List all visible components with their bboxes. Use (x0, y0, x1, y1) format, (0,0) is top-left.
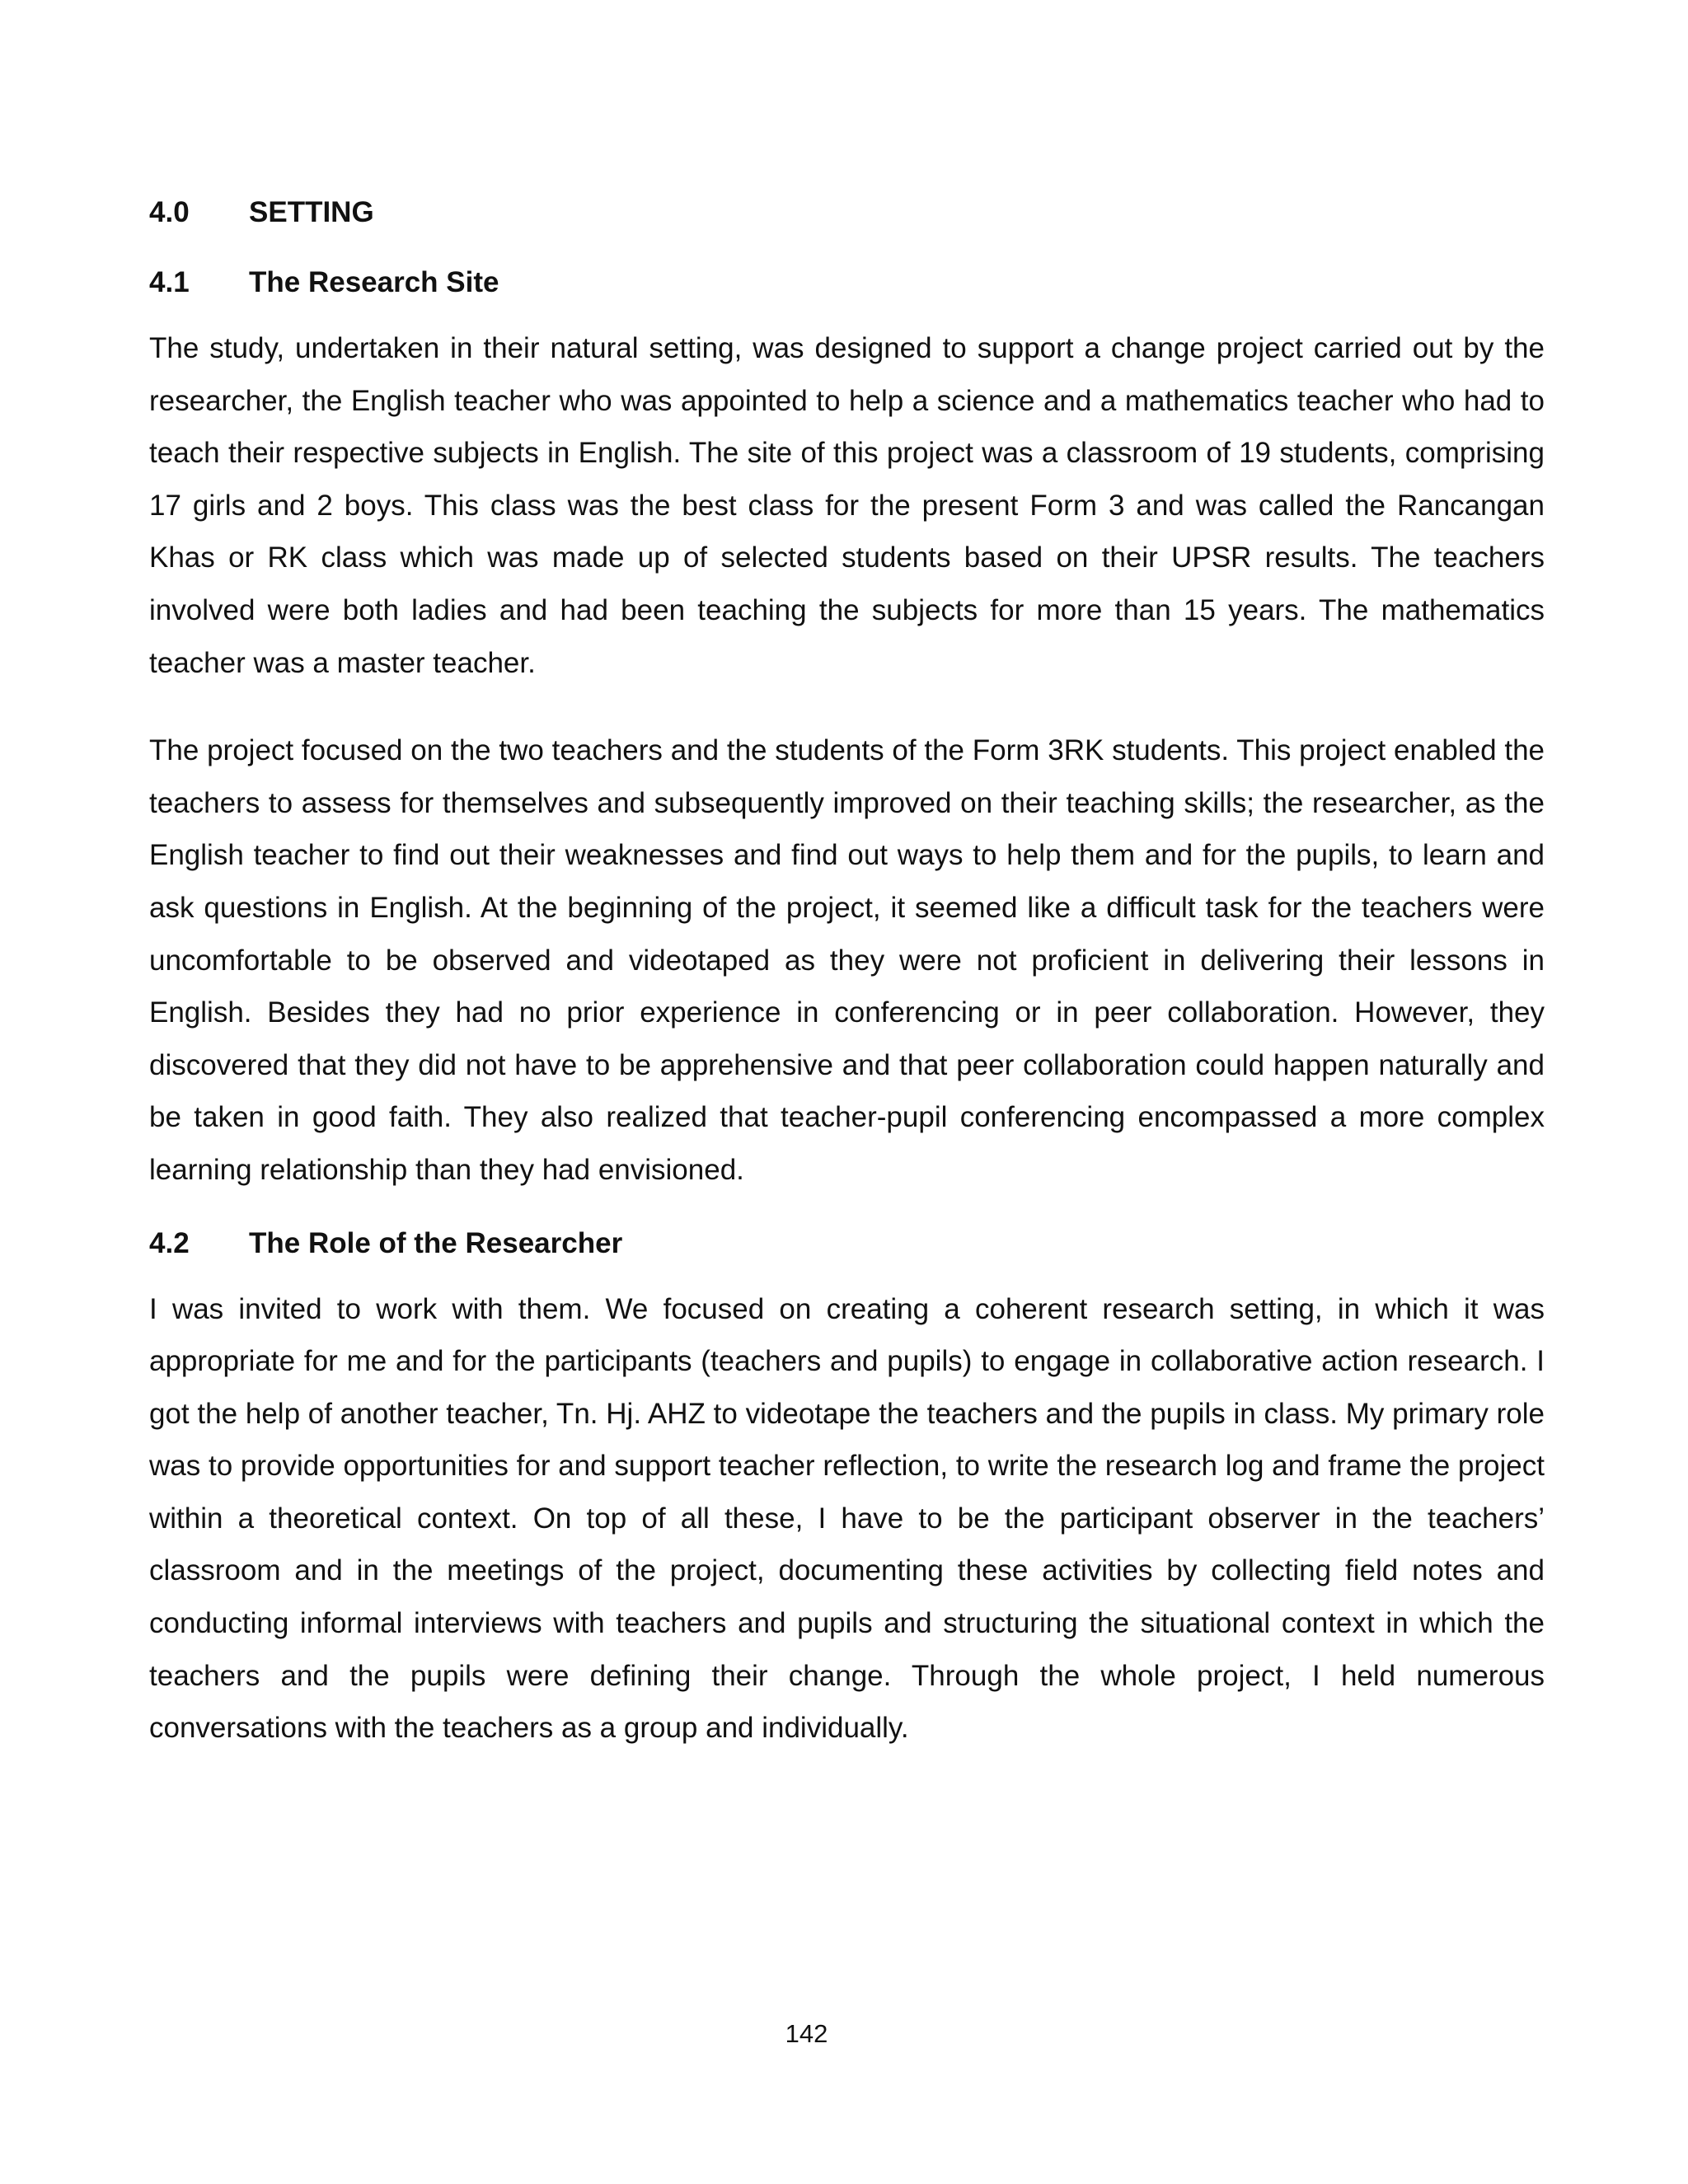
paragraph-research-site-1: The study, undertaken in their natural setting, was designed to support a change project carried out by the researcher, the English teacher who was appointed to help a science and a mathematics teacher who had to teach their respective subjects in English. The site of this project was a classroom of 19 students, comprising 17 girls and 2 boys. This class was the best class for the present Form 3 and was called the Rancangan Khas or RK class which was made up of selected students based on their UPSR results. The teachers involved were both ladies and had been teaching the subjects for more than 15 years. The mathematics teacher was a master teacher. (149, 332, 1545, 679)
page-content (149, 192, 1545, 1755)
section-heading-research-site (149, 262, 1545, 303)
section-heading-setting (149, 192, 1545, 233)
page-number: 142 (785, 2019, 828, 2048)
section-title: The Research Site (249, 266, 499, 298)
paragraph-role-of-researcher-1: I was invited to work with them. We focused on creating a coherent research setting, in which it was appropriate for me and for the participants (teachers and pupils) to engage in collaborative action research. I got the help of another teacher, Tn. Hj. AHZ to videotape the teachers and the pupils in class. My primary role was to provide opportunities for and support teacher reflection, to write the research log and frame the project within a theoretical context. On top of all these, I have to be the participant observer in the teachers’ classroom and in the meetings of the project, documenting these activities by collecting field notes and conducting informal interviews with teachers and pupils and structuring the situational context in which the teachers and the pupils were defining their change. Through the whole project, I held numerous conversations with the teachers as a group and individually. (149, 1292, 1545, 1745)
section-title: The Role of the Researcher (249, 1226, 623, 1259)
section-title: SETTING (249, 196, 374, 228)
paragraph-research-site-2: The project focused on the two teachers and the students of the Form 3RK students. This project enabled the teachers to assess for themselves and subsequently improved on their teaching skills; the researcher, as the English teacher to find out their weaknesses and find out ways to help them and for the pupils, to learn and ask questions in English. At the beginning of the project, it seemed like a difficult task for the teachers were uncomfortable to be observed and videotaped as they were not proficient in delivering their lessons in English. Besides they had no prior experience in conferencing or in peer collaboration. However, they discovered that they did not have to be apprehensive and that peer collaboration could happen naturally and be taken in good faith. They also realized that teacher-pupil conferencing encompassed a more complex learning relationship than they had envisioned. (149, 734, 1545, 1186)
section-number: 4.0 (149, 196, 190, 228)
section-heading-role-of-researcher (149, 1223, 1545, 1264)
section-number: 4.1 (149, 266, 190, 298)
section-number: 4.2 (149, 1226, 190, 1259)
